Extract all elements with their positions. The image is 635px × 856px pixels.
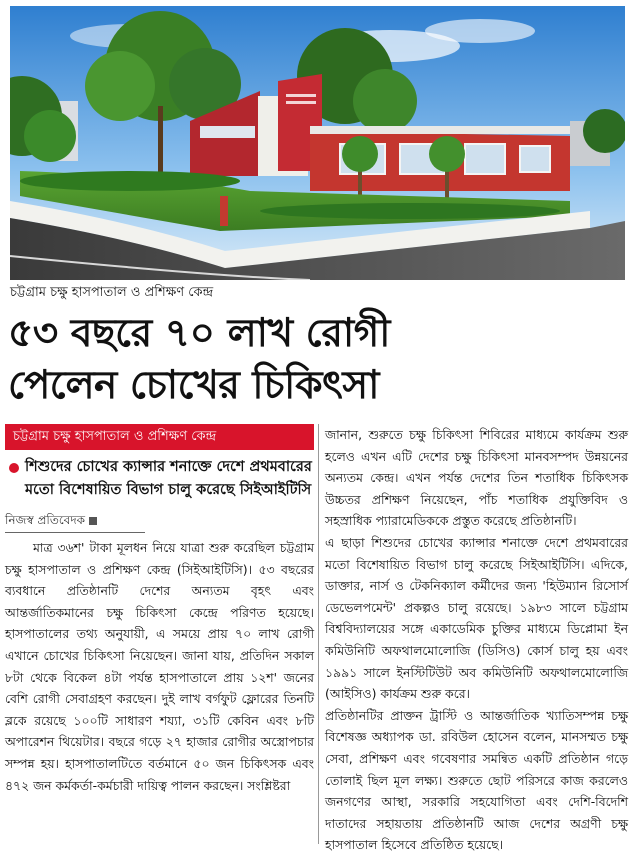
right-column <box>325 424 628 856</box>
kicker-banner: চট্টগ্রাম চক্ষু হাসপাতাল ও প্রশিক্ষণ কেন্দ্র <box>5 424 314 450</box>
article-paragraph: প্রতিষ্ঠানটির প্রাক্তন ট্রাস্টি ও আন্তর্জাতিক খ্যাতিসম্পন্ন চক্ষু বিশেষজ্ঞ অধ্যাপক ডা. রবিউল হোসেন বলেন, মানসম্মত চক্ষু সেবা, প্রশিক্ষণ এবং গবেষণার সমন্বিত একটি প্রতিষ্ঠান গড়ে তোলাই ছিল মূল লক্ষ্য। শুরুতে ছোট পরিসরে কাজ করলেও জনগণের আস্থা, সরকারি সহযোগিতা এবং দেশি-বিদেশি দাতাদের সহায়তায় প্রতিষ্ঠানটি আজ দেশের অগ্রণী চক্ষু হাসপাতাল হিসেবে প্রতিষ্ঠিত হয়েছে। <box>325 707 628 853</box>
photo-caption: চট্টগ্রাম চক্ষু হাসপাতাল ও প্রশিক্ষণ কেন্দ্র <box>10 285 214 300</box>
byline-text: নিজস্ব প্রতিবেদক <box>5 513 86 527</box>
headline-line-2: পেলেন চোখের চিকিৎসা <box>8 363 379 408</box>
byline <box>5 510 314 530</box>
square-marker-icon <box>89 517 97 525</box>
article-body-left: মাত্র ৩৬শ' টাকা মূলধন নিয়ে যাত্রা শুরু করেছিল চট্টগ্রাম চক্ষু হাসপাতাল ও প্রশিক্ষণ কেন্দ্র (সিইআইটিসি)। ৫৩ বছরের ব্যবধানে প্রতিষ্ঠানটি দেশের অন্যতম বৃহৎ এবং আন্তর্জাতিকমানের চক্ষু চিকিৎসা কেন্দ্রে পরিণত হয়েছে। হাসপাতালের তথ্য অনুযায়ী, এ সময়ে প্রায় ৭০ লাখ রোগী এখানে চোখের চিকিৎসা নিয়েছেন। জানা যায়, প্রতিদিন সকাল ৮টা থেকে বিকেল ৪টা পর্যন্ত হাসপাতালে প্রায় ১২শ' জনের বেশি রোগী সেবাগ্রহণ করছেন। দুই লাখ বর্গফুট ফ্লোরের তিনটি ব্লকে রয়েছে ১০০টি সাধারণ শয্যা, ৩১টি কেবিন এবং ৮টি অপারেশন থিয়েটার। বছরে গড়ে ২৭ হাজার রোগীর অস্ত্রোপচার সম্পন্ন হয়। হাসপাতালটিতে বর্তমানে ৫০ জন চিকিৎসক এবং ৪৭২ জন কর্মকর্তা-কর্মচারী দায়িত্ব পালন করছেন। সংশ্লিষ্টরা <box>5 540 314 793</box>
article-paragraph: জানান, শুরুতে চক্ষু চিকিৎসা শিবিরের মাধ্যমে কার্যক্রম শুরু হলেও এখন এটি দেশের চক্ষু চিকিৎসা মানবসম্পদ উন্নয়নের অন্যতম কেন্দ্র। এখন পর্যন্ত দেশের তিন শতাধিক চিকিৎসক উচ্চতর প্রশিক্ষণ নিয়েছেন, পাঁচ শতাধিক প্রযুক্তিবিদ ও সহস্রাধিক প্যারামেডিককে প্রস্তুত করেছে প্রতিষ্ঠানটি। <box>325 427 628 529</box>
subheadline <box>5 456 314 502</box>
headline <box>8 308 628 412</box>
byline-rule <box>5 532 145 533</box>
left-column <box>5 424 314 796</box>
bullet-dot-icon <box>9 463 19 473</box>
article-paragraph: এ ছাড়া শিশুদের চোখের ক্যান্সার শনাক্তে দেশে প্রথমবারের মতো বিশেষায়িত বিভাগ চালু করেছে সিইআইটিসি। এদিকে, ডাক্তার, নার্স ও টেকনিক্যাল কর্মীদের জন্য 'হিউম্যান রিসোর্স ডেভেলপমেন্ট' প্রকল্পও চালু রয়েছে। ১৯৮৩ সালে চট্টগ্রাম বিশ্ববিদ্যালয়ের সঙ্গে একাডেমিক চুক্তির মাধ্যমে ডিপ্লোমা ইন কমিউনিটি অফথালমোলোজি (ডিসিও) কোর্স চালু হয় এবং ১৯৯১ সালে ইনস্টিটিউট অব কমিউনিটি অফথালমোলোজি (আইসিও) কার্যক্রম শুরু করে। <box>325 534 628 702</box>
subheadline-text: শিশুদের চোখের ক্যান্সার শনাক্তে দেশে প্রথমবারের মতো বিশেষায়িত বিভাগ চালু করেছে সিইআইটিসি <box>25 459 312 498</box>
headline-line-1: ৫৩ বছরে ৭০ লাখ রোগী <box>8 311 390 356</box>
column-divider <box>318 424 319 844</box>
hospital-photo <box>10 6 625 280</box>
